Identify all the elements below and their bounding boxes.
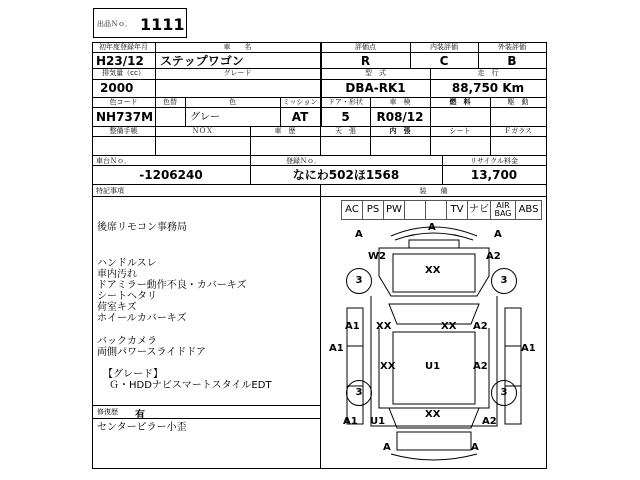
first-registration-label: 初年度登録年月 xyxy=(99,43,148,51)
note-group2-0: ハンドルスレ xyxy=(97,258,157,269)
interior-lining-label: 内 張 xyxy=(389,127,411,135)
drive-label: 駆 動 xyxy=(507,98,529,106)
displacement-label: 排気量（cc） xyxy=(102,69,145,77)
mission-value: AT xyxy=(291,110,309,124)
damage-door-front-right: XX xyxy=(441,321,457,332)
repair-detail: センターピラー小歪 xyxy=(97,422,187,433)
first-registration-value: H23/12 xyxy=(96,54,144,68)
equipment-tv: TV xyxy=(446,200,468,220)
inspection-value: R08/12 xyxy=(376,110,424,124)
mileage-value: 88,750 Km xyxy=(451,81,525,95)
damage-roof: U1 xyxy=(425,361,441,372)
chassis-value: -1206240 xyxy=(139,168,203,182)
interior-score-label: 内装評価 xyxy=(430,43,458,51)
damage-side-left: A1 xyxy=(329,343,344,354)
exterior-score-value: B xyxy=(507,54,517,68)
note-group3-0: バックカメラ xyxy=(97,336,157,347)
score-label: 評価点 xyxy=(355,43,376,51)
model-label: 型 式 xyxy=(365,69,386,77)
damage-door-rear-left: XX xyxy=(380,361,396,372)
equipment-airbag: AIR BAG xyxy=(490,200,516,220)
note-group3-1: 両側パワースライドドア xyxy=(97,347,206,358)
equipment-ac: AC xyxy=(341,200,363,220)
recycle-value: 13,700 xyxy=(470,168,518,182)
grade-label: グレード xyxy=(223,69,252,77)
note-group2-1: 車内汚れ xyxy=(97,269,137,280)
note-group2-3: シートヘタリ xyxy=(97,291,157,302)
recycle-label: リサイクル料金 xyxy=(469,157,519,165)
mission-label: ミッション xyxy=(282,98,318,106)
model-value: DBA-RK1 xyxy=(345,81,406,95)
equipment-pw: PW xyxy=(383,200,405,220)
damage-front-center: A xyxy=(428,222,436,233)
equipment-abs: ABS xyxy=(515,200,542,220)
equipment-navi: ナビ xyxy=(467,200,491,220)
color-code-value: NH737M xyxy=(96,110,154,124)
grade-text: Ｇ・HDDナビスマートスタイルEDT xyxy=(109,380,272,391)
repair-label: 修復歴 xyxy=(97,408,118,416)
manual-label: 整備手帳 xyxy=(109,127,138,135)
fglass-label: Ｆガラス xyxy=(504,127,532,135)
listing-number: 1111 xyxy=(140,15,185,34)
doors-label: ドア・形状 xyxy=(328,98,363,106)
listing-number-label: 出品Ｎｏ． xyxy=(97,20,132,28)
color-label: 色 xyxy=(229,98,236,106)
roof-label: 天 張 xyxy=(335,127,356,135)
car-name-value: ステップワゴン xyxy=(160,54,244,68)
damage-rear-bottom-left: A xyxy=(383,442,391,453)
exterior-score-label: 外装評価 xyxy=(498,43,526,51)
note-group2-5: ホイールカバーキズ xyxy=(97,313,187,324)
inspection-label: 車 検 xyxy=(389,98,411,106)
listing-number-box xyxy=(93,8,187,38)
plate-value: なにわ502ほ1568 xyxy=(292,168,400,182)
damage-trunk: XX xyxy=(425,409,441,420)
color-change-label: 色替 xyxy=(163,98,177,106)
nox-label: ＮＯＸ xyxy=(192,127,213,135)
wheel-front-right: 3 xyxy=(491,268,517,294)
car-name-label: 車 名 xyxy=(223,43,252,51)
color-code-label: 色コード xyxy=(109,98,138,106)
damage-front-left-upper: W2 xyxy=(368,251,386,262)
damage-front-left: A xyxy=(355,229,363,240)
history-label: 車 歴 xyxy=(274,127,296,135)
damage-door-front-left: XX xyxy=(376,321,392,332)
damage-rear-right: A2 xyxy=(482,416,497,427)
grade-title: 【グレード】 xyxy=(103,369,163,380)
chassis-label: 車台Ｎｏ． xyxy=(96,157,131,165)
damage-rear-bottom-right: A xyxy=(471,442,479,453)
mileage-label: 走 行 xyxy=(477,69,499,77)
notes-section-label: 特記事項 xyxy=(96,187,124,195)
note-group2-2: ドアミラー動作不良・カバーキズ xyxy=(97,280,247,291)
note-group2-4: 荷室キズ xyxy=(97,302,137,313)
wheel-rear-right: 3 xyxy=(491,380,517,406)
wheel-rear-left: 3 xyxy=(346,380,372,406)
interior-score-value: C xyxy=(439,54,449,68)
damage-rear-left: A1 xyxy=(343,416,358,427)
repair-value: 有 xyxy=(135,410,145,421)
plate-label: 登録Ｎｏ． xyxy=(286,157,321,165)
seat-label: シート xyxy=(449,127,471,135)
doors-value: 5 xyxy=(341,110,350,124)
note-line-1: 後席リモコン事務局 xyxy=(97,222,187,233)
score-value: R xyxy=(360,54,371,68)
damage-side-right: A1 xyxy=(521,343,536,354)
damage-hood: XX xyxy=(425,265,441,276)
wheel-front-left: 3 xyxy=(346,268,372,294)
damage-front-right-upper: A2 xyxy=(486,251,501,262)
damage-fender-left: A1 xyxy=(345,321,360,332)
damage-front-right: A xyxy=(494,229,502,240)
displacement-value: 2000 xyxy=(100,81,134,95)
damage-door-rear-right: A2 xyxy=(473,361,488,372)
damage-rear-left-2: U1 xyxy=(370,416,386,427)
color-value: グレー xyxy=(190,112,220,123)
equipment-ps: PS xyxy=(362,200,384,220)
damage-fender-right: A2 xyxy=(473,321,488,332)
fuel-label: 燃 料 xyxy=(449,98,471,106)
equipment-section-label: 装 備 xyxy=(419,187,448,195)
